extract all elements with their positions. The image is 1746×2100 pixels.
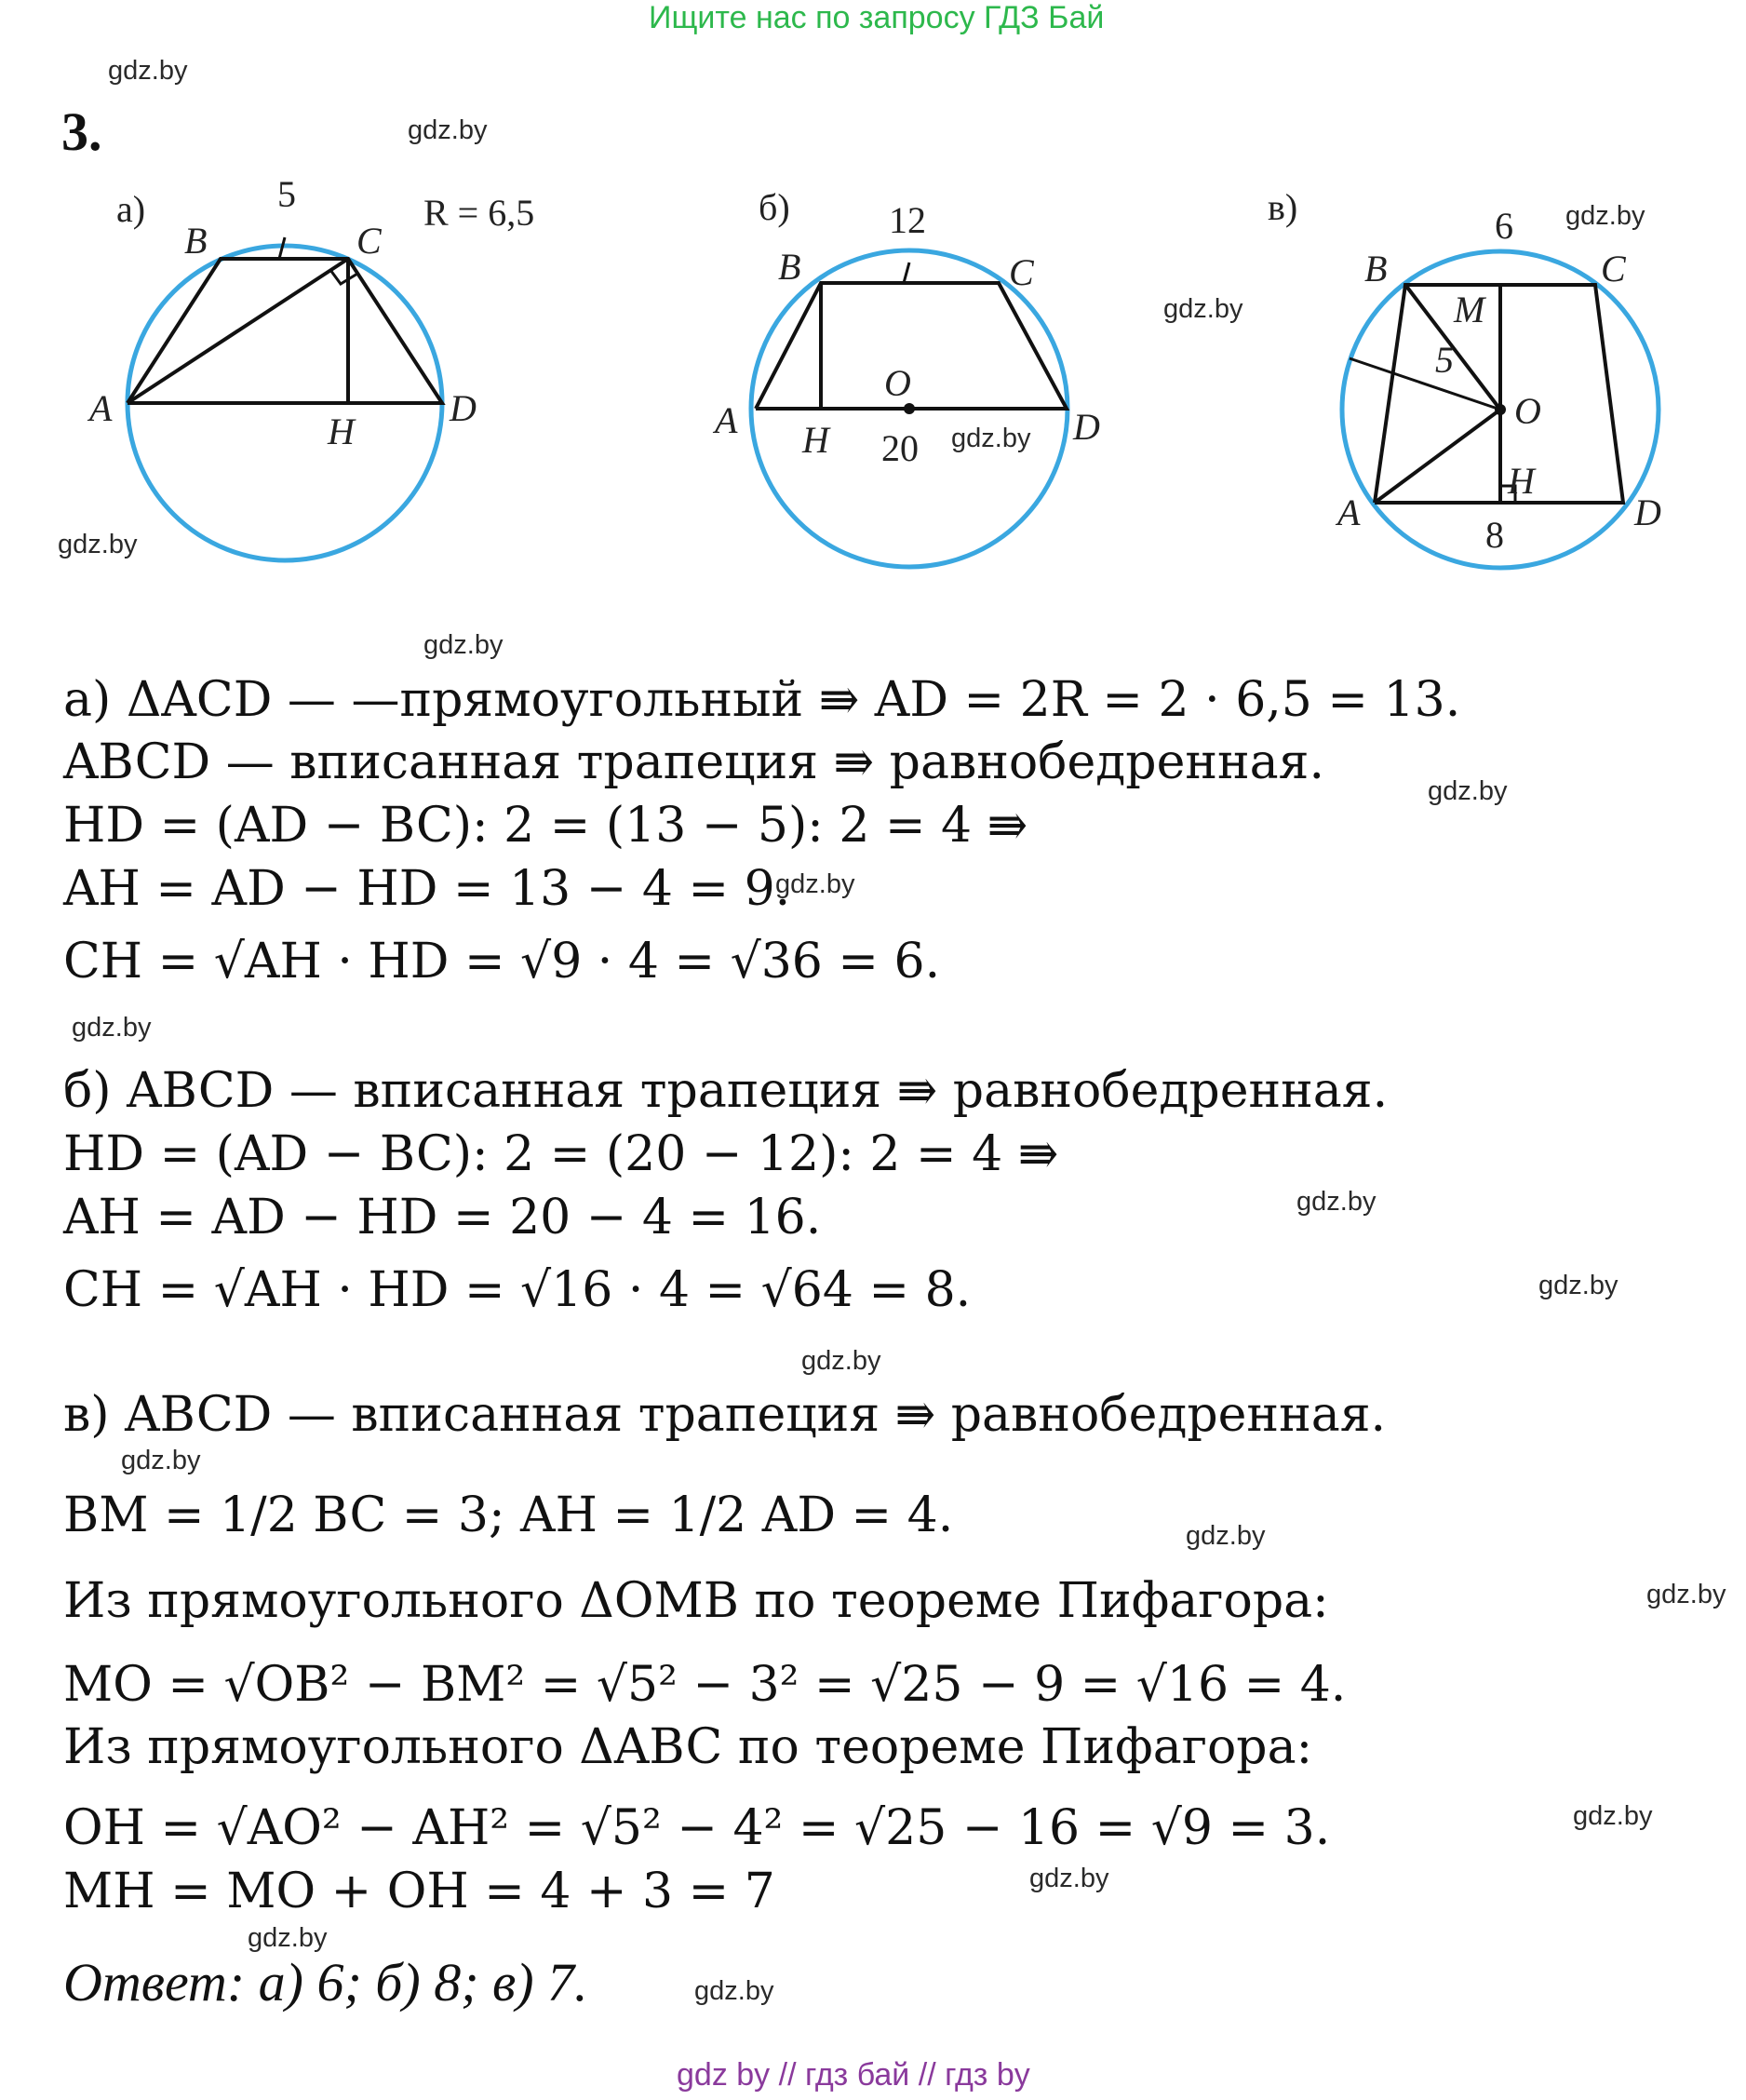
- figure-b-label: б): [759, 186, 790, 228]
- figure-b: [712, 186, 1100, 567]
- point-M: M: [1454, 289, 1485, 330]
- figure-a: [87, 173, 534, 560]
- solution-b-line3: AH = AD − HD = 20 − 4 = 16.: [63, 1190, 822, 1245]
- radius-label: R = 6,5: [423, 192, 535, 234]
- watermark: gdz.by: [121, 1446, 201, 1475]
- solution-c-line2: BM = 1/2 BC = 3; AH = 1/2 AD = 4.: [63, 1488, 954, 1543]
- watermark: gdz.by: [1573, 1801, 1653, 1831]
- solution-a-line1: а) ΔACD — —прямоугольный ⇛ AD = 2R = 2 · 6,5 = 13.: [63, 672, 1461, 728]
- watermark: gdz.by: [775, 869, 855, 899]
- search-banner: Ищите нас по запросу ГДЗ Бай: [649, 0, 1105, 35]
- answer: Ответ: а) 6; б) 8; в) 7.: [63, 1952, 588, 2012]
- watermark: gdz.by: [72, 1013, 152, 1043]
- bc-length-b: 12: [889, 199, 926, 241]
- point-B: B: [1364, 248, 1388, 289]
- watermark: gdz.by: [108, 56, 188, 86]
- problem-number: 3.: [61, 101, 102, 162]
- watermark: gdz.by: [1538, 1271, 1618, 1300]
- watermark: gdz.by: [58, 530, 138, 559]
- solution-c-line3: Из прямоугольного ΔOMB по теореме Пифагора:: [63, 1573, 1329, 1629]
- point-H: H: [328, 411, 355, 452]
- watermark: gdz.by: [423, 630, 504, 660]
- figure-a-label: а): [116, 188, 146, 230]
- center-O: O: [884, 362, 911, 404]
- trapezoid-figures: [0, 168, 1746, 586]
- point-D: D: [1073, 406, 1100, 448]
- solution-c-line1: в) ABCD — вписанная трапеция ⇛ равнобедренная.: [63, 1387, 1387, 1443]
- figure-c: [1268, 186, 1661, 568]
- footer-links: gdz by // гдз бай // гдз by: [677, 2057, 1030, 2093]
- watermark: gdz.by: [248, 1923, 328, 1953]
- point-B: B: [778, 246, 801, 288]
- center-O: O: [1514, 390, 1541, 432]
- point-B: B: [184, 220, 208, 262]
- solution-c-line7: MH = MO + OH = 4 + 3 = 7: [63, 1864, 775, 1919]
- solution-b-line1: б) ABCD — вписанная трапеция ⇛ равнобедренная.: [63, 1063, 1389, 1119]
- bc-length-a: 5: [277, 173, 296, 215]
- bc-length-c: 6: [1495, 205, 1513, 247]
- watermark: gdz.by: [694, 1976, 774, 2006]
- watermark: gdz.by: [1029, 1864, 1109, 1893]
- ad-length-b: 20: [881, 427, 919, 469]
- point-H: H: [1508, 460, 1535, 502]
- solution-c-line5: Из прямоугольного ΔABC по теореме Пифагора:: [63, 1719, 1313, 1775]
- figure-c-label: в): [1268, 186, 1298, 228]
- solution-b-line4: CH = √AH · HD = √16 · 4 = √64 = 8.: [63, 1262, 972, 1318]
- watermark: gdz.by: [408, 115, 488, 145]
- watermark: gdz.by: [1565, 201, 1645, 231]
- point-D: D: [450, 387, 477, 429]
- point-H: H: [802, 419, 829, 461]
- watermark: gdz.by: [1163, 294, 1243, 324]
- solution-a-line5: CH = √AH · HD = √9 · 4 = √36 = 6.: [63, 934, 941, 989]
- point-C: C: [356, 220, 382, 262]
- point-A: A: [89, 387, 113, 429]
- watermark: gdz.by: [951, 424, 1031, 453]
- watermark: gdz.by: [1428, 776, 1508, 806]
- point-A: A: [715, 399, 738, 441]
- watermark: gdz.by: [1186, 1521, 1266, 1551]
- point-C: C: [1601, 248, 1626, 289]
- solution-c-line4: MO = √OB² − BM² = √5² − 3² = √25 − 9 = √16 = 4.: [63, 1657, 1347, 1713]
- ob-length: 5: [1435, 339, 1454, 381]
- point-D: D: [1634, 491, 1661, 533]
- watermark: gdz.by: [801, 1346, 881, 1376]
- solution-a-line3: HD = (AD − BC): 2 = (13 − 5): 2 = 4 ⇛: [63, 798, 1028, 854]
- solution-a-line2: ABCD — вписанная трапеция ⇛ равнобедренная.: [63, 734, 1324, 790]
- solution-b-line2: HD = (AD − BC): 2 = (20 − 12): 2 = 4 ⇛: [63, 1126, 1059, 1182]
- solution-c-line6: OH = √AO² − AH² = √5² − 4² = √25 − 16 = √9 = 3.: [63, 1800, 1331, 1856]
- watermark: gdz.by: [1296, 1187, 1377, 1217]
- point-A: A: [1337, 491, 1361, 533]
- point-C: C: [1009, 251, 1034, 293]
- ad-length-c: 8: [1485, 514, 1504, 556]
- watermark: gdz.by: [1646, 1580, 1726, 1609]
- solution-a-line4: AH = AD − HD = 13 − 4 = 9.: [63, 861, 791, 917]
